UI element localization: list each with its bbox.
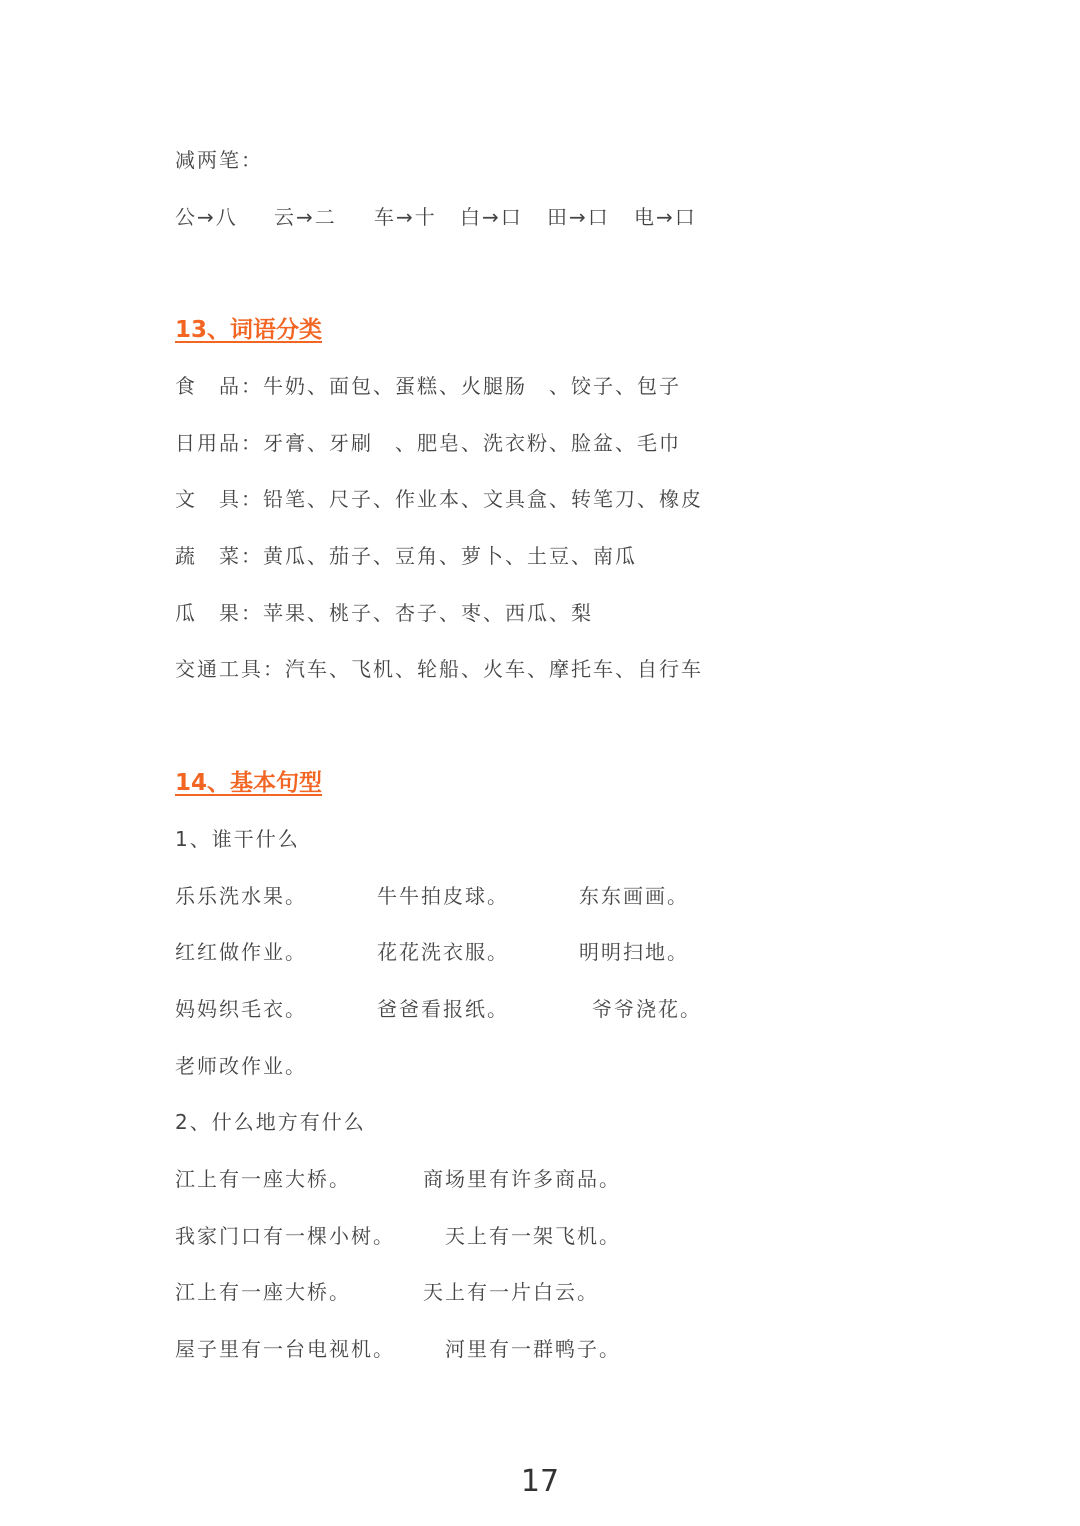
word-category-row: 文 具：铅笔、尺子、作业本、文具盒、转笔刀、橡皮 bbox=[175, 487, 703, 511]
minus-two-item: 白→口 bbox=[460, 205, 523, 229]
sentence-pattern-1-label: 1、谁干什么 bbox=[175, 827, 300, 851]
word-category-row: 瓜 果：苹果、桃子、杏子、枣、西瓜、梨 bbox=[175, 601, 593, 625]
example-sentence: 牛牛拍皮球。 bbox=[377, 884, 509, 908]
example-sentence: 东东画画。 bbox=[579, 884, 689, 908]
example-sentence: 妈妈织毛衣。 bbox=[175, 997, 307, 1021]
minus-two-label: 减两笔： bbox=[175, 148, 263, 172]
section-14-heading: 14、基本句型 bbox=[175, 770, 323, 796]
example-sentence: 河里有一群鸭子。 bbox=[445, 1337, 621, 1361]
minus-two-item: 公→八 bbox=[175, 205, 238, 229]
example-sentence: 爷爷浇花。 bbox=[592, 997, 702, 1021]
example-sentence: 天上有一片白云。 bbox=[423, 1280, 599, 1304]
minus-two-item: 田→口 bbox=[547, 205, 610, 229]
word-category-row: 蔬 菜：黄瓜、茄子、豆角、萝卜、土豆、南瓜 bbox=[175, 544, 637, 568]
page-number: 17 bbox=[520, 1464, 560, 1499]
example-sentence: 老师改作业。 bbox=[175, 1054, 307, 1078]
section-13-heading: 13、词语分类 bbox=[175, 317, 323, 343]
example-sentence: 屋子里有一台电视机。 bbox=[175, 1337, 395, 1361]
example-sentence: 红红做作业。 bbox=[175, 940, 307, 964]
word-category-row: 交通工具：汽车、飞机、轮船、火车、摩托车、自行车 bbox=[175, 657, 703, 681]
minus-two-item: 车→十 bbox=[374, 205, 437, 229]
example-sentence: 江上有一座大桥。 bbox=[175, 1280, 351, 1304]
word-category-row: 食 品：牛奶、面包、蛋糕、火腿肠 、饺子、包子 bbox=[175, 374, 681, 398]
example-sentence: 明明扫地。 bbox=[579, 940, 689, 964]
example-sentence: 乐乐洗水果。 bbox=[175, 884, 307, 908]
minus-two-item: 云→二 bbox=[274, 205, 337, 229]
example-sentence: 商场里有许多商品。 bbox=[423, 1167, 621, 1191]
example-sentence: 天上有一架飞机。 bbox=[445, 1224, 621, 1248]
example-sentence: 花花洗衣服。 bbox=[377, 940, 509, 964]
example-sentence: 爸爸看报纸。 bbox=[377, 997, 509, 1021]
word-category-row: 日用品：牙膏、牙刷 、肥皂、洗衣粉、脸盆、毛巾 bbox=[175, 431, 681, 455]
example-sentence: 我家门口有一棵小树。 bbox=[175, 1224, 395, 1248]
sentence-pattern-2-label: 2、什么地方有什么 bbox=[175, 1110, 366, 1134]
example-sentence: 江上有一座大桥。 bbox=[175, 1167, 351, 1191]
minus-two-item: 电→口 bbox=[634, 205, 697, 229]
